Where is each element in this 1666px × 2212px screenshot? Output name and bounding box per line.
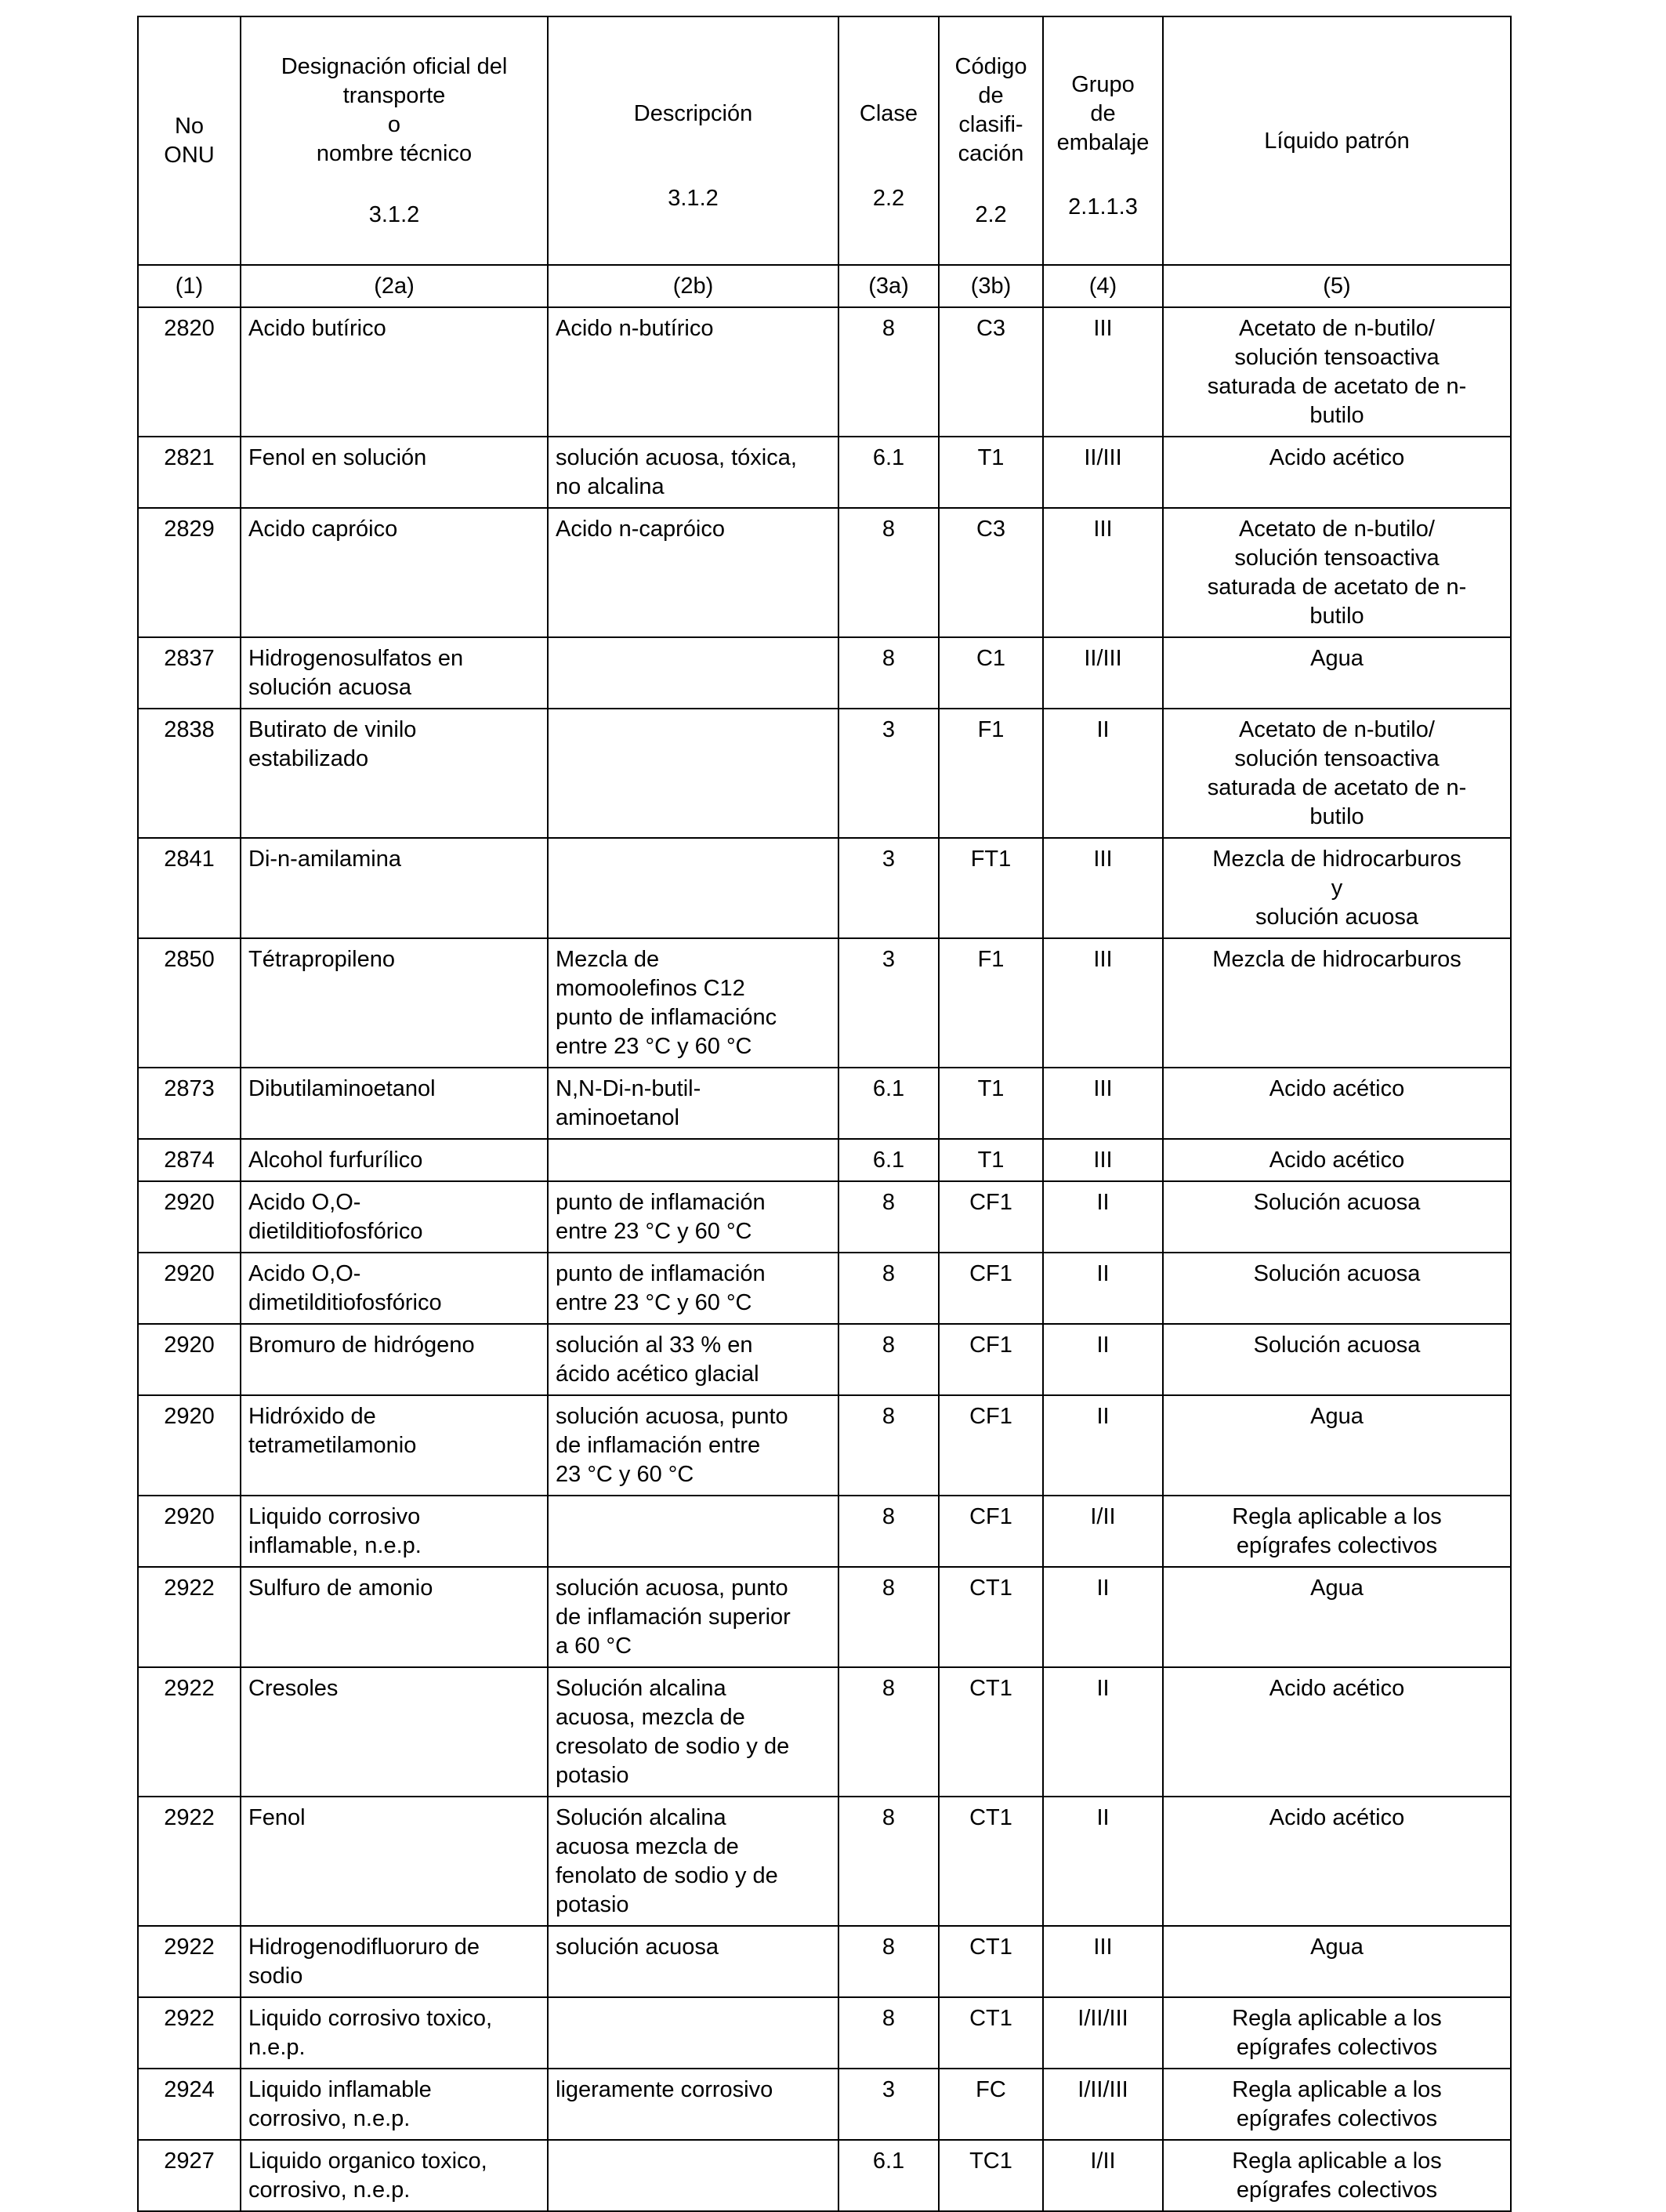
- packing-group-cell: II: [1043, 1324, 1163, 1395]
- designation-cell: Fenol: [241, 1797, 548, 1926]
- classification-code-cell: C3: [939, 307, 1043, 437]
- designation-cell: Acido O,O- dimetilditiofosfórico: [241, 1253, 548, 1324]
- packing-group-cell: I/II: [1043, 2140, 1163, 2211]
- class-cell: 6.1: [838, 437, 939, 508]
- class-cell: 6.1: [838, 2140, 939, 2211]
- designation-cell: Di-n-amilamina: [241, 838, 548, 938]
- classification-code-cell: CT1: [939, 1926, 1043, 1997]
- header-title: Líquido patrón: [1264, 128, 1410, 154]
- table-row: [138, 1997, 1511, 2069]
- classification-code-cell: CF1: [939, 1395, 1043, 1496]
- un-number-cell: 2920: [138, 1496, 241, 1567]
- table-row: [138, 2069, 1511, 2140]
- standard-liquid-cell: Acido acético: [1163, 1068, 1511, 1139]
- un-number-cell: 2829: [138, 508, 241, 637]
- classification-code-cell: TC1: [939, 2140, 1043, 2211]
- classification-code-cell: CF1: [939, 1253, 1043, 1324]
- classification-code-cell: CF1: [939, 1181, 1043, 1253]
- standard-liquid-cell: Mezcla de hidrocarburos: [1163, 938, 1511, 1068]
- standard-liquid-cell: Acido acético: [1163, 1797, 1511, 1926]
- class-cell: 8: [838, 1395, 939, 1496]
- header-reference: 2.2: [975, 202, 1007, 227]
- header-title: Código de clasifi- cación: [954, 54, 1027, 166]
- header-cell-descripcion: [548, 16, 838, 265]
- table-row: [138, 1139, 1511, 1181]
- designation-cell: Hidrogenodifluoruro de sodio: [241, 1926, 548, 1997]
- class-cell: 8: [838, 1181, 939, 1253]
- description-cell: Acido n-butírico: [548, 307, 838, 437]
- class-cell: 3: [838, 838, 939, 938]
- header-reference: 3.1.2: [368, 202, 420, 227]
- standard-liquid-cell: Solución acuosa: [1163, 1181, 1511, 1253]
- class-cell: 8: [838, 508, 939, 637]
- un-number-cell: 2850: [138, 938, 241, 1068]
- packing-group-cell: III: [1043, 508, 1163, 637]
- packing-group-cell: III: [1043, 1068, 1163, 1139]
- table-row: [138, 1324, 1511, 1395]
- packing-group-cell: III: [1043, 938, 1163, 1068]
- packing-group-cell: III: [1043, 307, 1163, 437]
- class-cell: 8: [838, 307, 939, 437]
- table-row: [138, 1926, 1511, 1997]
- packing-group-cell: III: [1043, 1926, 1163, 1997]
- classification-code-cell: T1: [939, 1139, 1043, 1181]
- designation-cell: Dibutilaminoetanol: [241, 1068, 548, 1139]
- header-title: Designación oficial del transporte o nombre técnico: [281, 54, 508, 166]
- description-cell: [548, 1496, 838, 1567]
- standard-liquid-cell: Agua: [1163, 1567, 1511, 1667]
- un-number-cell: 2820: [138, 307, 241, 437]
- classification-code-cell: CT1: [939, 1667, 1043, 1797]
- designation-cell: Liquido corrosivo inflamable, n.e.p.: [241, 1496, 548, 1567]
- table-row: [138, 709, 1511, 838]
- class-cell: 8: [838, 637, 939, 709]
- table-row: [138, 1181, 1511, 1253]
- table-row: [138, 938, 1511, 1068]
- standard-liquid-cell: Acetato de n-butilo/ solución tensoactiva saturada de acetato de n- butilo: [1163, 508, 1511, 637]
- designation-cell: Cresoles: [241, 1667, 548, 1797]
- packing-group-cell: I/II: [1043, 1496, 1163, 1567]
- table-row: [138, 307, 1511, 437]
- designation-cell: Fenol en solución: [241, 437, 548, 508]
- classification-code-cell: CT1: [939, 1567, 1043, 1667]
- classification-code-cell: F1: [939, 938, 1043, 1068]
- column-number: (4): [1043, 265, 1163, 307]
- header-cell-clase: [838, 16, 939, 265]
- packing-group-cell: II: [1043, 1797, 1163, 1926]
- standard-liquid-cell: Agua: [1163, 637, 1511, 709]
- packing-group-cell: II: [1043, 1567, 1163, 1667]
- classification-code-cell: T1: [939, 1068, 1043, 1139]
- column-number: (2b): [548, 265, 838, 307]
- packing-group-cell: II: [1043, 1395, 1163, 1496]
- class-cell: 6.1: [838, 1139, 939, 1181]
- un-number-cell: 2837: [138, 637, 241, 709]
- designation-cell: Liquido corrosivo toxico, n.e.p.: [241, 1997, 548, 2069]
- un-number-cell: 2873: [138, 1068, 241, 1139]
- description-cell: Solución alcalina acuosa mezcla de fenolato de sodio y de potasio: [548, 1797, 838, 1926]
- description-cell: [548, 2140, 838, 2211]
- standard-liquid-cell: Regla aplicable a los epígrafes colectivos: [1163, 2140, 1511, 2211]
- standard-liquid-cell: Mezcla de hidrocarburos y solución acuosa: [1163, 838, 1511, 938]
- designation-cell: Tétrapropileno: [241, 938, 548, 1068]
- classification-code-cell: FT1: [939, 838, 1043, 938]
- packing-group-cell: II: [1043, 1181, 1163, 1253]
- description-cell: [548, 709, 838, 838]
- designation-cell: Alcohol furfurílico: [241, 1139, 548, 1181]
- designation-cell: Liquido inflamable corrosivo, n.e.p.: [241, 2069, 548, 2140]
- un-number-cell: 2920: [138, 1395, 241, 1496]
- standard-liquid-cell: Agua: [1163, 1926, 1511, 1997]
- classification-code-cell: CF1: [939, 1324, 1043, 1395]
- description-cell: punto de inflamación entre 23 °C y 60 °C: [548, 1181, 838, 1253]
- un-number-cell: 2920: [138, 1181, 241, 1253]
- un-number-cell: 2922: [138, 1997, 241, 2069]
- table-row: [138, 1667, 1511, 1797]
- classification-code-cell: CT1: [939, 1797, 1043, 1926]
- un-number-cell: 2927: [138, 2140, 241, 2211]
- table-row: [138, 1496, 1511, 1567]
- packing-group-cell: II/III: [1043, 637, 1163, 709]
- standard-liquid-cell: Agua: [1163, 1395, 1511, 1496]
- classification-code-cell: C1: [939, 637, 1043, 709]
- description-cell: solución acuosa, punto de inflamación superior a 60 °C: [548, 1567, 838, 1667]
- column-number: (2a): [241, 265, 548, 307]
- column-number: (3a): [838, 265, 939, 307]
- table-row: [138, 1395, 1511, 1496]
- header-reference: 2.1.1.3: [1068, 194, 1138, 219]
- header-title: No ONU: [164, 114, 215, 168]
- table-row: [138, 838, 1511, 938]
- standard-liquid-cell: Acido acético: [1163, 1139, 1511, 1181]
- packing-group-cell: III: [1043, 1139, 1163, 1181]
- standard-liquid-cell: Regla aplicable a los epígrafes colectivos: [1163, 1997, 1511, 2069]
- column-number: (1): [138, 265, 241, 307]
- classification-code-cell: FC: [939, 2069, 1043, 2140]
- packing-group-cell: II/III: [1043, 437, 1163, 508]
- class-cell: 8: [838, 1567, 939, 1667]
- description-cell: Solución alcalina acuosa, mezcla de cresolato de sodio y de potasio: [548, 1667, 838, 1797]
- class-cell: 3: [838, 2069, 939, 2140]
- un-number-cell: 2920: [138, 1324, 241, 1395]
- description-cell: [548, 637, 838, 709]
- class-cell: 3: [838, 938, 939, 1068]
- class-cell: 8: [838, 1253, 939, 1324]
- description-cell: [548, 1139, 838, 1181]
- header-cell-liquido-patron: [1163, 16, 1511, 265]
- class-cell: 8: [838, 1667, 939, 1797]
- packing-group-cell: II: [1043, 1667, 1163, 1797]
- designation-cell: Hidrogenosulfatos en solución acuosa: [241, 637, 548, 709]
- class-cell: 8: [838, 1997, 939, 2069]
- designation-cell: Butirato de vinilo estabilizado: [241, 709, 548, 838]
- standard-liquid-cell: Regla aplicable a los epígrafes colectivos: [1163, 2069, 1511, 2140]
- header-cell-designacion: [241, 16, 548, 265]
- class-cell: 8: [838, 1324, 939, 1395]
- header-title: Clase: [859, 100, 918, 126]
- un-number-cell: 2821: [138, 437, 241, 508]
- header-cell-grupo: [1043, 16, 1163, 265]
- class-cell: 8: [838, 1926, 939, 1997]
- table-body: [138, 307, 1511, 2211]
- column-number-row: [138, 265, 1511, 307]
- un-number-cell: 2922: [138, 1797, 241, 1926]
- un-number-cell: 2922: [138, 1567, 241, 1667]
- designation-cell: Hidróxido de tetrametilamonio: [241, 1395, 548, 1496]
- table-row: [138, 1253, 1511, 1324]
- packing-group-cell: I/II/III: [1043, 1997, 1163, 2069]
- class-cell: 6.1: [838, 1068, 939, 1139]
- class-cell: 8: [838, 1496, 939, 1567]
- standard-liquid-cell: Acetato de n-butilo/ solución tensoactiva saturada de acetato de n- butilo: [1163, 307, 1511, 437]
- table-row: [138, 2140, 1511, 2211]
- packing-group-cell: III: [1043, 838, 1163, 938]
- description-cell: N,N-Di-n-butil- aminoetanol: [548, 1068, 838, 1139]
- header-cell-no-onu: [138, 16, 241, 265]
- designation-cell: Acido O,O- dietilditiofosfórico: [241, 1181, 548, 1253]
- column-number: (3b): [939, 265, 1043, 307]
- description-cell: solución acuosa, tóxica, no alcalina: [548, 437, 838, 508]
- table-row: [138, 1797, 1511, 1926]
- un-number-cell: 2838: [138, 709, 241, 838]
- un-number-cell: 2924: [138, 2069, 241, 2140]
- description-cell: punto de inflamación entre 23 °C y 60 °C: [548, 1253, 838, 1324]
- classification-code-cell: C3: [939, 508, 1043, 637]
- description-cell: [548, 838, 838, 938]
- description-cell: solución al 33 % en ácido acético glacial: [548, 1324, 838, 1395]
- header-cell-codigo: [939, 16, 1043, 265]
- description-cell: ligeramente corrosivo: [548, 2069, 838, 2140]
- description-cell: Acido n-capróico: [548, 508, 838, 637]
- table-row: [138, 1068, 1511, 1139]
- header-title: Grupo de embalaje: [1056, 71, 1150, 155]
- classification-code-cell: CF1: [939, 1496, 1043, 1567]
- designation-cell: Liquido organico toxico, corrosivo, n.e.p.: [241, 2140, 548, 2211]
- classification-code-cell: T1: [939, 437, 1043, 508]
- description-cell: solución acuosa: [548, 1926, 838, 1997]
- designation-cell: Acido capróico: [241, 508, 548, 637]
- table-row: [138, 1567, 1511, 1667]
- un-number-cell: 2920: [138, 1253, 241, 1324]
- un-number-cell: 2874: [138, 1139, 241, 1181]
- table-row: [138, 637, 1511, 709]
- header-reference: 2.2: [872, 185, 905, 211]
- un-number-cell: 2922: [138, 1667, 241, 1797]
- header-reference: 3.1.2: [668, 185, 719, 211]
- designation-cell: Bromuro de hidrógeno: [241, 1324, 548, 1395]
- table-row: [138, 437, 1511, 508]
- standard-liquid-cell: Regla aplicable a los epígrafes colectivos: [1163, 1496, 1511, 1567]
- packing-group-cell: II: [1043, 1253, 1163, 1324]
- standard-liquid-cell: Acido acético: [1163, 1667, 1511, 1797]
- description-cell: solución acuosa, punto de inflamación entre 23 °C y 60 °C: [548, 1395, 838, 1496]
- un-number-cell: 2841: [138, 838, 241, 938]
- designation-cell: Acido butírico: [241, 307, 548, 437]
- designation-cell: Sulfuro de amonio: [241, 1567, 548, 1667]
- description-cell: Mezcla de momoolefinos C12 punto de inflamaciónc entre 23 °C y 60 °C: [548, 938, 838, 1068]
- standard-liquid-cell: Acetato de n-butilo/ solución tensoactiva saturada de acetato de n- butilo: [1163, 709, 1511, 838]
- standard-liquid-cell: Acido acético: [1163, 437, 1511, 508]
- header-row: [138, 16, 1511, 265]
- packing-group-cell: II: [1043, 709, 1163, 838]
- header-title: Descripción: [633, 100, 753, 126]
- standard-liquid-cell: Solución acuosa: [1163, 1253, 1511, 1324]
- table-row: [138, 508, 1511, 637]
- description-cell: [548, 1997, 838, 2069]
- classification-code-cell: CT1: [939, 1997, 1043, 2069]
- column-number: (5): [1163, 265, 1511, 307]
- class-cell: 3: [838, 709, 939, 838]
- packing-group-cell: I/II/III: [1043, 2069, 1163, 2140]
- classification-code-cell: F1: [939, 709, 1043, 838]
- standard-liquid-cell: Solución acuosa: [1163, 1324, 1511, 1395]
- dangerous-goods-table: [137, 16, 1512, 2212]
- class-cell: 8: [838, 1797, 939, 1926]
- un-number-cell: 2922: [138, 1926, 241, 1997]
